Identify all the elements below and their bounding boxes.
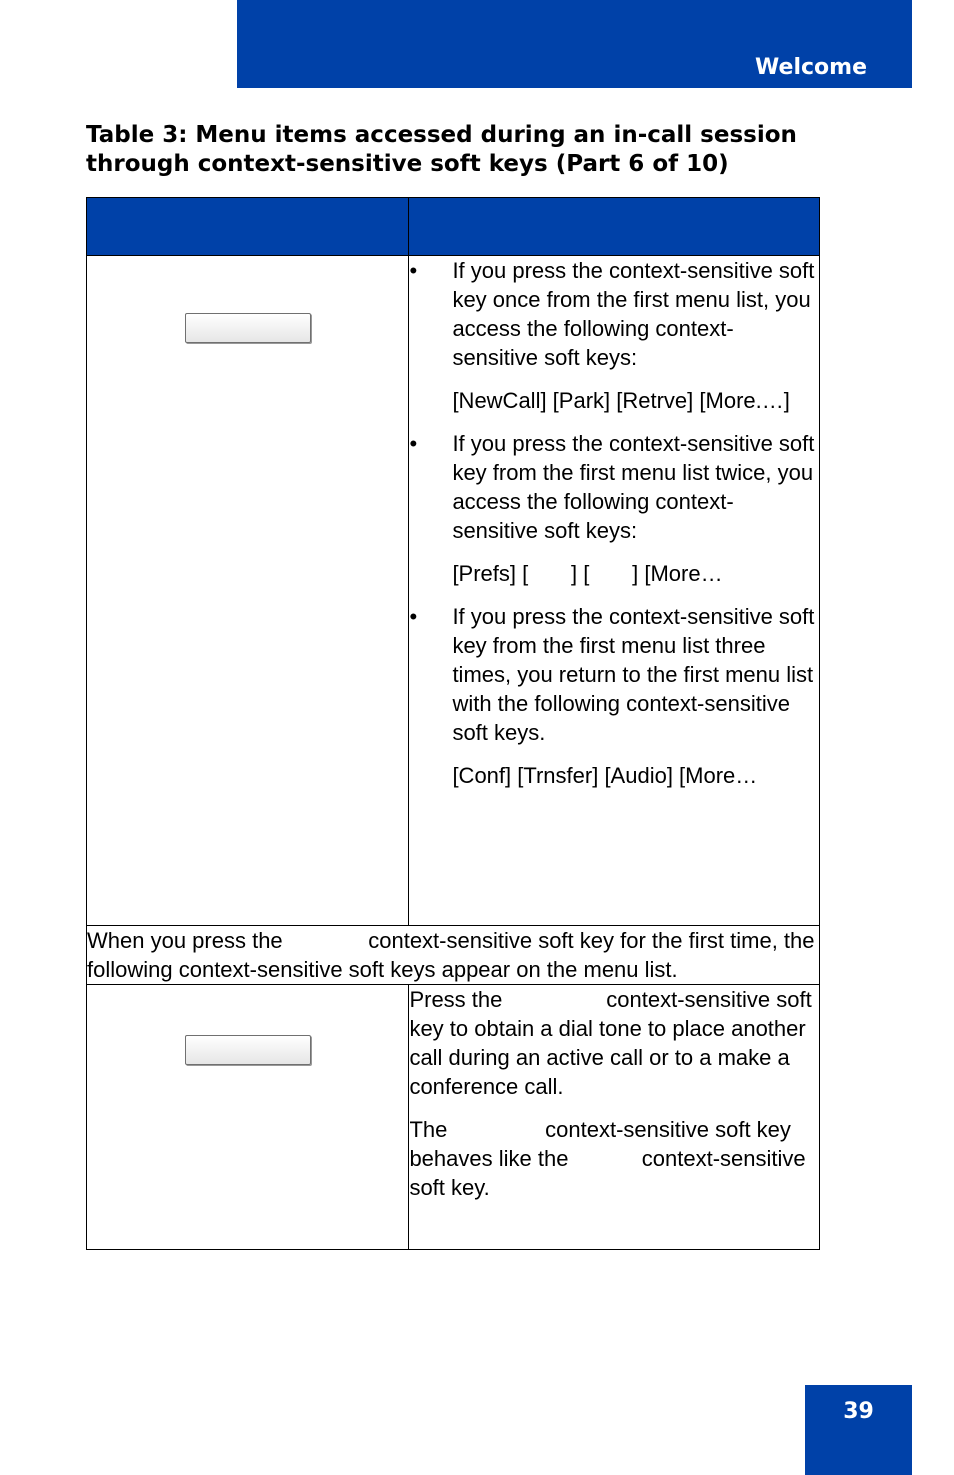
table-caption: Table 3: Menu items accessed during an in-call session through context-sensitive soft keys (Part 6 of 10) bbox=[86, 122, 797, 177]
table-row bbox=[87, 256, 820, 926]
description-cell bbox=[409, 256, 820, 926]
header-cell-left bbox=[87, 198, 409, 256]
soft-key-image bbox=[185, 1035, 311, 1065]
soft-key-list: [Prefs] [ ] [ ] [More… bbox=[452, 561, 723, 586]
bullet-icon: • bbox=[409, 604, 418, 629]
header-bar bbox=[237, 0, 912, 88]
list-item bbox=[409, 256, 819, 372]
soft-key-image bbox=[185, 313, 311, 343]
list-item bbox=[409, 429, 819, 545]
bullet-icon: • bbox=[409, 431, 418, 456]
page-number-box bbox=[805, 1385, 912, 1475]
page-number: 39 bbox=[843, 1399, 874, 1424]
soft-key-cell bbox=[87, 985, 409, 1250]
table-header-row bbox=[87, 198, 820, 256]
description-cell bbox=[409, 985, 820, 1250]
soft-key-list: [NewCall] [Park] [Retrve] [More.…] bbox=[452, 388, 790, 413]
list-item-text: If you press the context-sensitive soft key once from the first menu list, you access the following context-sensitive soft keys: bbox=[452, 258, 815, 370]
spanning-note-text: When you press the context-sensitive soft key for the first time, the following context-sensitive soft keys appear on the menu list. bbox=[87, 928, 821, 982]
table-row bbox=[87, 926, 820, 985]
list-item bbox=[409, 602, 819, 747]
spanning-note-cell bbox=[87, 926, 820, 985]
list-item-text: If you press the context-sensitive soft key from the first menu list twice, you access the following context-sensitive soft keys: bbox=[452, 431, 815, 543]
header-title: Welcome bbox=[755, 55, 867, 80]
menu-items-table bbox=[86, 197, 820, 1250]
description-paragraph: Press the context-sensitive soft key to obtain a dial tone to place another call during an active call or to a make a conference call. bbox=[409, 987, 818, 1099]
header-cell-right bbox=[409, 198, 820, 256]
description-paragraph: The context-sensitive soft key behaves like the context-sensitive soft key. bbox=[409, 1117, 812, 1200]
soft-key-cell bbox=[87, 256, 409, 926]
bullet-icon: • bbox=[409, 258, 418, 283]
table-row bbox=[87, 985, 820, 1250]
soft-key-list: [Conf] [Trnsfer] [Audio] [More… bbox=[452, 763, 758, 788]
list-item-text: If you press the context-sensitive soft key from the first menu list three times, you return to the first menu list with the following context-sensitive soft keys. bbox=[452, 604, 815, 745]
